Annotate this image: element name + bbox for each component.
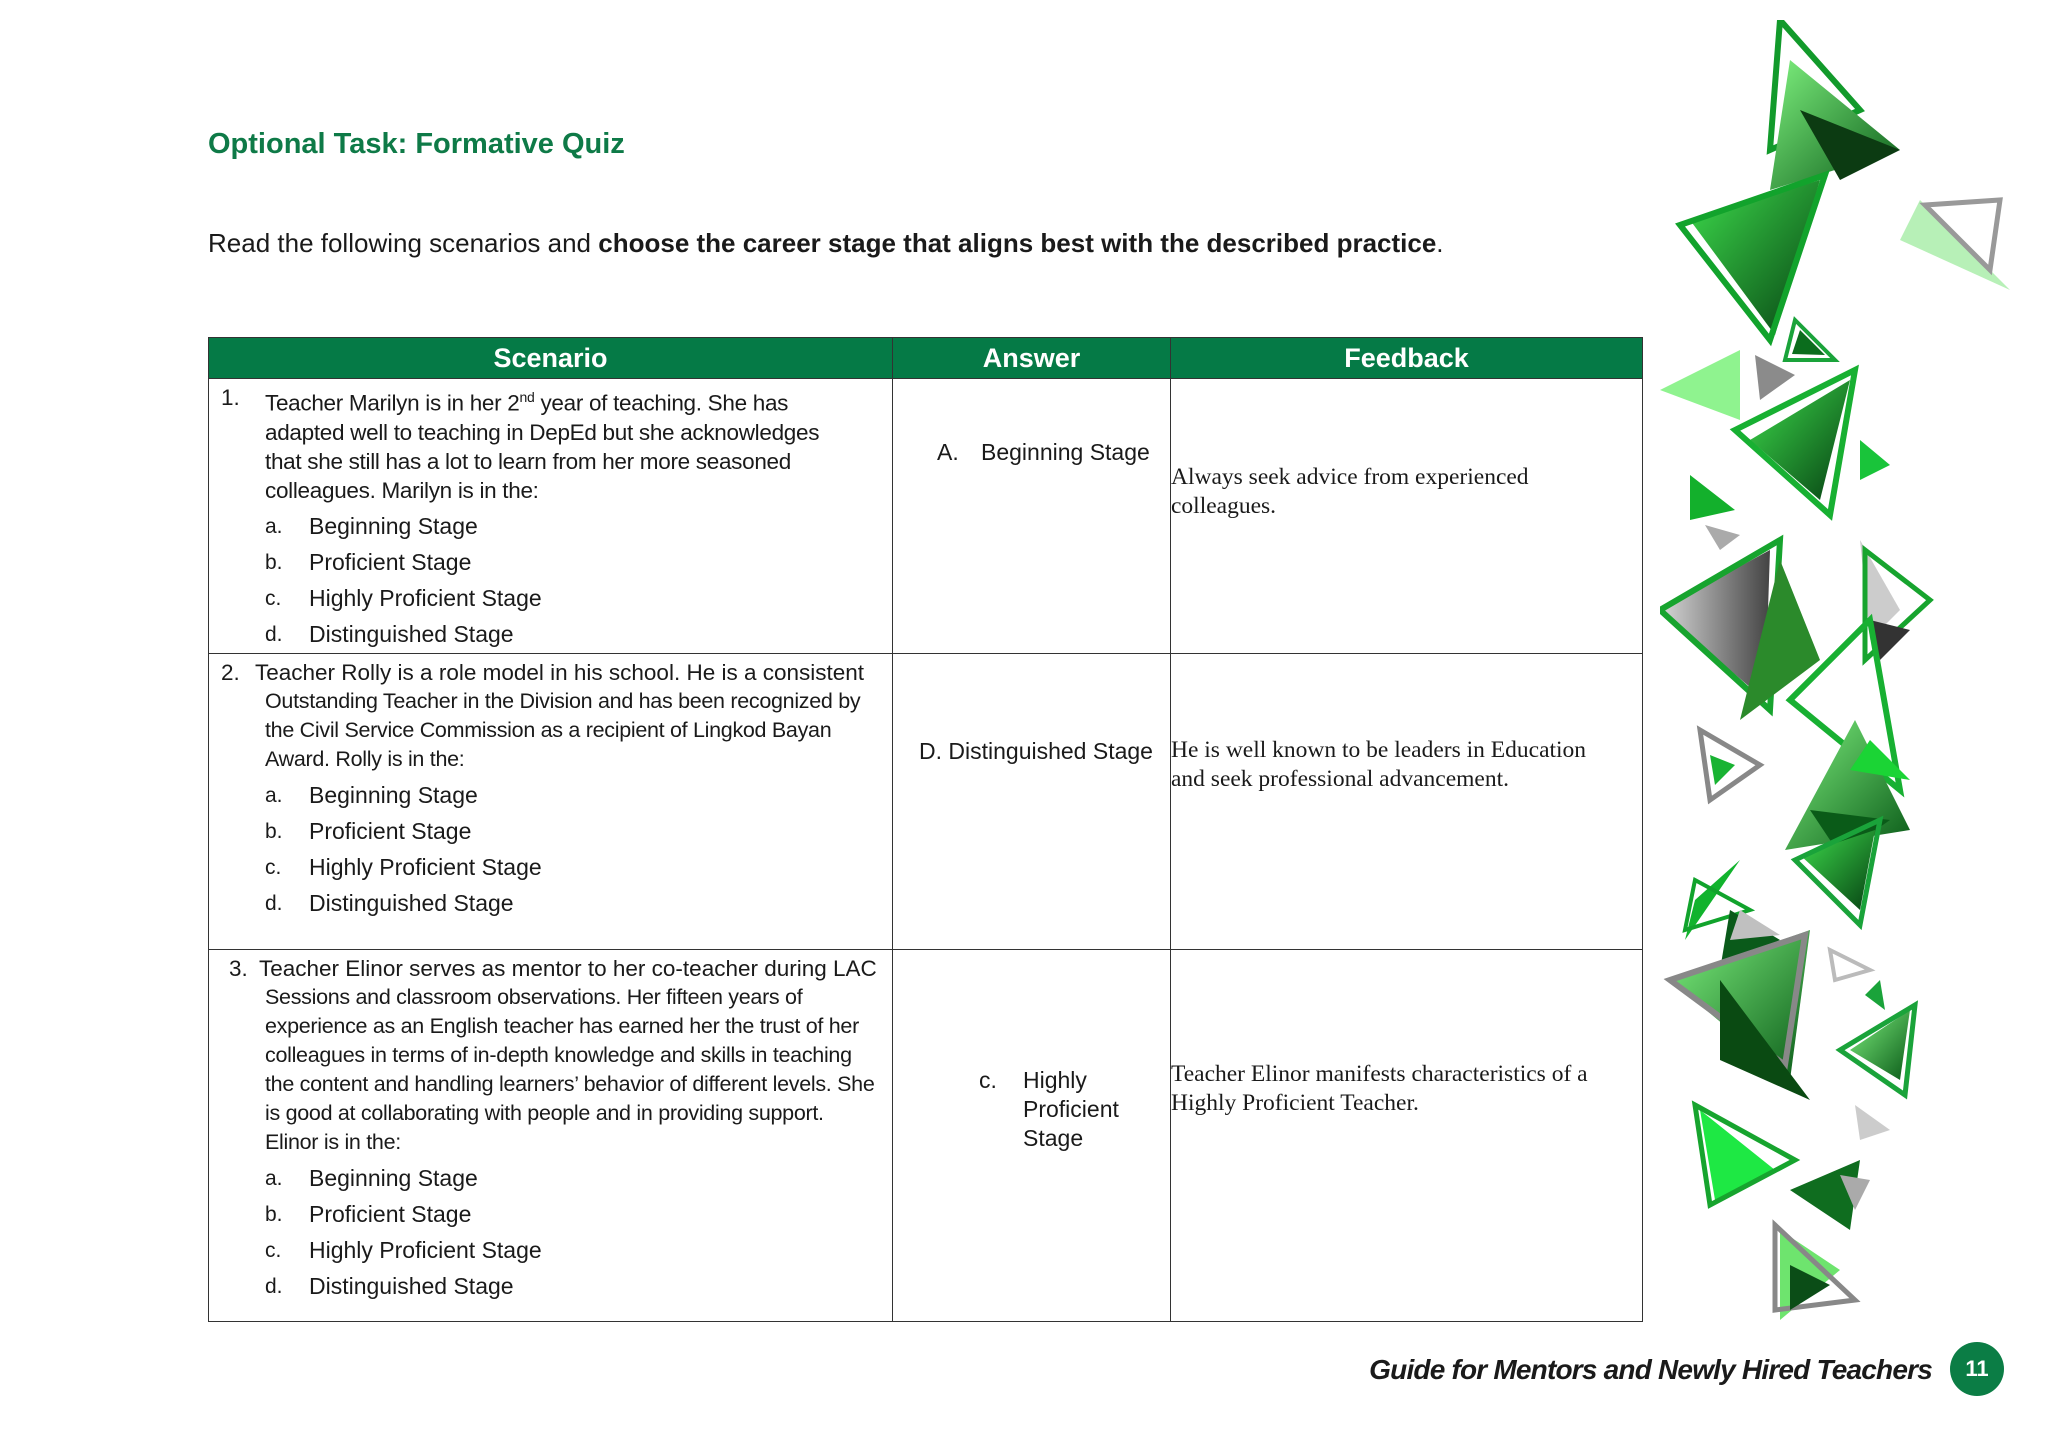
- option-item: d. Distinguished Stage: [265, 621, 514, 647]
- answer-text: D. Distinguished Stage: [919, 737, 1153, 764]
- page-title: Optional Task: Formative Quiz: [208, 128, 625, 160]
- instruction-emphasis: choose the career stage that aligns best with the described practice: [598, 228, 1437, 258]
- instructions: [208, 228, 1444, 259]
- table-row: [209, 379, 1643, 654]
- scenario-cell: [209, 653, 893, 949]
- option-item: c. Highly Proficient Stage: [265, 585, 542, 611]
- option-item: d. Distinguished Stage: [265, 890, 514, 916]
- quiz-table: [208, 337, 1643, 1322]
- feedback-cell: [1171, 949, 1643, 1321]
- scenario-cell: [209, 949, 893, 1321]
- instruction-period: .: [1436, 228, 1444, 258]
- scenario-cell: [209, 379, 893, 654]
- page-number-badge: 11: [1950, 1342, 2004, 1396]
- decorative-triangles: [1660, 20, 2040, 1350]
- header-feedback: Feedback: [1171, 338, 1643, 379]
- option-item: d. Distinguished Stage: [265, 1273, 514, 1299]
- scenario-number: 1.: [221, 385, 240, 410]
- option-item: c. Highly Proficient Stage: [265, 854, 542, 880]
- option-item: b. Proficient Stage: [265, 818, 472, 844]
- feedback-text: He is well known to be leaders in Education and seek professional advancement.: [1171, 736, 1587, 792]
- answer-cell: [893, 949, 1171, 1321]
- option-item: a. Beginning Stage: [265, 513, 478, 539]
- scenario-text: Sessions and classroom observations. Her fifteen years of experience as an English teacher has earned her the trust of her colleagues in terms of in-depth knowledge and skills in teaching the content and handling learners’ behavior of different levels. She is good at collaborating with people and in providing support. Elinor is in the:: [265, 984, 875, 1154]
- feedback-cell: [1171, 653, 1643, 949]
- answer-cell: [893, 379, 1171, 654]
- instruction-text: Read the following scenarios and: [208, 228, 599, 258]
- scenario-text-first: 2. Teacher Rolly is a role model in his school. He is a consistent: [221, 659, 865, 685]
- table-row: [209, 653, 1643, 949]
- footer-title: Guide for Mentors and Newly Hired Teachers: [1369, 1354, 1932, 1385]
- answer-cell: [893, 653, 1171, 949]
- scenario-text-first: 3. Teacher Elinor serves as mentor to her co-teacher during LAC: [229, 955, 877, 981]
- answer-text: c. Highly Proficient Stage: [979, 1066, 1119, 1151]
- table-header-row: [209, 338, 1643, 379]
- feedback-text: Teacher Elinor manifests characteristics of a Highly Proficient Teacher.: [1171, 1060, 1588, 1116]
- table-row: [209, 949, 1643, 1321]
- scenario-text: Outstanding Teacher in the Division and has been recognized by the Civil Service Commission as a recipient of Lingkod Bayan Award. Rolly is in the:: [265, 688, 861, 771]
- scenario-text: Teacher Marilyn is in her 2nd year of teaching. She has adapted well to teaching in DepEd but she acknowledges that she still has a lot to learn from her more seasoned colleagues. Marilyn is in the:: [265, 389, 820, 503]
- option-item: b. Proficient Stage: [265, 1201, 472, 1227]
- option-item: a. Beginning Stage: [265, 1165, 478, 1191]
- header-scenario: Scenario: [209, 338, 893, 379]
- header-answer: Answer: [893, 338, 1171, 379]
- option-item: b. Proficient Stage: [265, 549, 472, 575]
- feedback-cell: [1171, 379, 1643, 654]
- answer-text: A. Beginning Stage: [937, 439, 1150, 465]
- feedback-text: Always seek advice from experienced colleagues.: [1171, 464, 1529, 519]
- option-item: a. Beginning Stage: [265, 782, 478, 808]
- option-item: c. Highly Proficient Stage: [265, 1237, 542, 1263]
